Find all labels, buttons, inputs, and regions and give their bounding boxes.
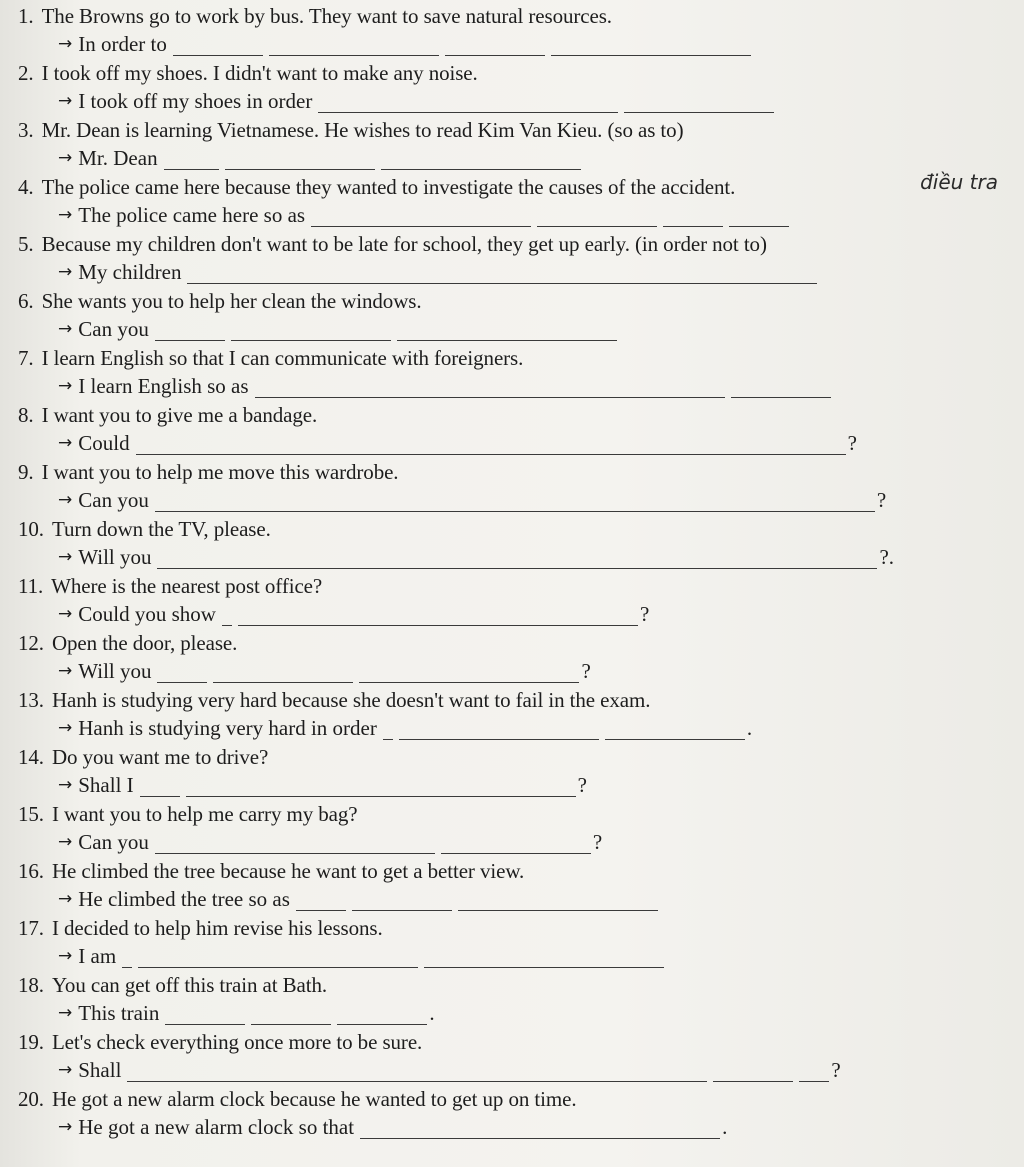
arrow-icon: → [58, 433, 73, 453]
question-number: 8. [18, 403, 34, 427]
handwritten-note: điều tra [920, 170, 998, 194]
arrow-icon: → [58, 490, 73, 510]
answer-line [58, 1001, 435, 1025]
question-text: Turn down the TV, please. [51, 517, 271, 541]
answer-prompt: Hanh is studying very hard in order [78, 716, 377, 740]
answer-blank[interactable] [251, 1004, 331, 1025]
question-sentence [18, 973, 327, 997]
answer-blank[interactable] [352, 890, 452, 911]
end-punctuation: ? [831, 1058, 841, 1082]
arrow-icon: → [58, 319, 73, 339]
answer-blank[interactable] [164, 149, 219, 170]
question-text: Because my children don't want to be late for school, they get up early. (in order not to) [41, 232, 767, 256]
question-sentence [18, 688, 650, 712]
answer-blank[interactable] [551, 35, 751, 56]
answer-line [58, 89, 774, 113]
question-number: 5. [18, 232, 34, 256]
answer-line [58, 545, 894, 569]
question-sentence [18, 346, 523, 370]
answer-blank[interactable] [155, 833, 435, 854]
answer-blank[interactable] [605, 719, 745, 740]
question-text: He climbed the tree because he want to get a better view. [51, 859, 525, 883]
question-text: Open the door, please. [51, 631, 238, 655]
answer-blank[interactable] [173, 35, 263, 56]
answer-prompt: I took off my shoes in order [78, 89, 313, 113]
question-sentence [18, 403, 317, 427]
answer-prompt: Could you show [78, 602, 216, 626]
answer-blank[interactable] [359, 662, 579, 683]
answer-line [58, 1058, 841, 1082]
question-number: 15. [18, 802, 44, 826]
question-number: 3. [18, 118, 34, 142]
question-text: I want you to give me a bandage. [41, 403, 318, 427]
question-sentence [18, 1087, 577, 1111]
answer-blank[interactable] [441, 833, 591, 854]
answer-prompt: I learn English so as [78, 374, 249, 398]
answer-blank[interactable] [296, 890, 346, 911]
question-sentence [18, 802, 358, 826]
answer-blank[interactable] [157, 662, 207, 683]
question-text: The police came here because they wanted to investigate the causes of the accident. [41, 175, 736, 199]
question-text: I learn English so that I can communicate with foreigners. [41, 346, 524, 370]
answer-blank[interactable] [122, 947, 132, 968]
answer-prompt: He climbed the tree so as [78, 887, 290, 911]
answer-blank[interactable] [729, 206, 789, 227]
question-text: I decided to help him revise his lessons. [51, 916, 383, 940]
question-number: 12. [18, 631, 44, 655]
question-sentence [18, 631, 237, 655]
question-text: You can get off this train at Bath. [51, 973, 328, 997]
question-text: She wants you to help her clean the windows. [41, 289, 422, 313]
end-punctuation: ?. [879, 545, 895, 569]
answer-prompt: In order to [78, 32, 167, 56]
question-text: Mr. Dean is learning Vietnamese. He wishes to read Kim Van Kieu. (so as to) [41, 118, 684, 142]
end-punctuation: ? [592, 830, 603, 854]
question-text: The Browns go to work by bus. They want to save natural resources. [41, 4, 612, 28]
question-sentence [18, 574, 322, 598]
answer-prompt: My children [78, 260, 182, 284]
end-punctuation: ? [581, 659, 591, 683]
answer-line [58, 602, 649, 626]
question-text: I want you to help me move this wardrobe. [41, 460, 399, 484]
answer-blank[interactable] [231, 320, 391, 341]
question-sentence [18, 1030, 422, 1054]
arrow-icon: → [58, 1117, 73, 1137]
answer-blank[interactable] [136, 434, 846, 455]
question-number: 16. [18, 859, 44, 883]
question-sentence [18, 916, 383, 940]
answer-prompt: Could [78, 431, 130, 455]
answer-blank[interactable] [138, 947, 418, 968]
arrow-icon: → [58, 376, 73, 396]
answer-blank[interactable] [624, 92, 774, 113]
answer-blank[interactable] [381, 149, 581, 170]
question-sentence [18, 61, 478, 85]
answer-blank[interactable] [424, 947, 664, 968]
question-number: 1. [18, 4, 34, 28]
question-sentence [18, 175, 735, 199]
answer-blank[interactable] [140, 776, 180, 797]
answer-blank[interactable] [157, 548, 877, 569]
arrow-icon: → [58, 34, 73, 54]
answer-line [58, 773, 587, 797]
question-sentence [18, 118, 683, 142]
question-number: 6. [18, 289, 34, 313]
answer-line [58, 887, 658, 911]
question-number: 2. [18, 61, 34, 85]
answer-blank[interactable] [799, 1061, 829, 1082]
question-sentence [18, 232, 767, 256]
question-number: 20. [18, 1087, 44, 1111]
answer-line [58, 203, 789, 227]
answer-blank[interactable] [213, 662, 353, 683]
answer-line [58, 659, 591, 683]
question-sentence [18, 745, 268, 769]
question-number: 13. [18, 688, 44, 712]
answer-prompt: Can you [78, 830, 149, 854]
end-punctuation: . [746, 716, 753, 740]
answer-line [58, 431, 857, 455]
question-number: 11. [18, 574, 44, 598]
question-number: 7. [18, 346, 34, 370]
answer-blank[interactable] [713, 1061, 793, 1082]
answer-blank[interactable] [399, 719, 599, 740]
question-text: Hanh is studying very hard because she doesn't want to fail in the exam. [51, 688, 651, 712]
end-punctuation: ? [847, 431, 857, 455]
answer-blank[interactable] [127, 1061, 707, 1082]
arrow-icon: → [58, 1003, 73, 1023]
answer-line [58, 830, 602, 854]
answer-line [58, 944, 664, 968]
answer-blank[interactable] [165, 1004, 245, 1025]
answer-line [58, 317, 617, 341]
answer-prompt: Shall [78, 1058, 122, 1082]
answer-blank[interactable] [731, 377, 831, 398]
end-punctuation: . [722, 1115, 728, 1139]
arrow-icon: → [58, 148, 73, 168]
answer-line [58, 1115, 727, 1139]
answer-prompt: I am [78, 944, 117, 968]
question-number: 18. [18, 973, 44, 997]
arrow-icon: → [58, 889, 73, 909]
arrow-icon: → [58, 604, 73, 624]
answer-blank[interactable] [311, 206, 531, 227]
question-sentence [18, 289, 422, 313]
answer-blank[interactable] [155, 491, 875, 512]
arrow-icon: → [58, 262, 73, 282]
answer-prompt: He got a new alarm clock so that [78, 1115, 355, 1139]
answer-blank[interactable] [186, 776, 576, 797]
answer-blank[interactable] [663, 206, 723, 227]
question-number: 17. [18, 916, 44, 940]
arrow-icon: → [58, 205, 73, 225]
question-number: 4. [18, 175, 34, 199]
question-text: I took off my shoes. I didn't want to make any noise. [41, 61, 478, 85]
question-text: Do you want me to drive? [51, 745, 269, 769]
arrow-icon: → [58, 1060, 73, 1080]
answer-prompt: Mr. Dean [78, 146, 158, 170]
arrow-icon: → [58, 91, 73, 111]
question-number: 19. [18, 1030, 44, 1054]
question-text: Where is the nearest post office? [51, 574, 323, 598]
answer-line [58, 32, 751, 56]
question-number: 14. [18, 745, 44, 769]
answer-prompt: Will you [78, 659, 152, 683]
answer-blank[interactable] [222, 605, 232, 626]
arrow-icon: → [58, 661, 73, 681]
answer-blank[interactable] [383, 719, 393, 740]
answer-prompt: The police came here so as [78, 203, 306, 227]
arrow-icon: → [58, 832, 73, 852]
answer-line [58, 374, 831, 398]
answer-blank[interactable] [255, 377, 725, 398]
arrow-icon: → [58, 775, 73, 795]
answer-blank[interactable] [187, 263, 817, 284]
end-punctuation: ? [639, 602, 650, 626]
answer-prompt: Will you [78, 545, 152, 569]
answer-blank[interactable] [360, 1118, 720, 1139]
answer-prompt: Can you [78, 317, 149, 341]
answer-blank[interactable] [269, 35, 439, 56]
answer-blank[interactable] [225, 149, 375, 170]
question-text: I want you to help me carry my bag? [51, 802, 358, 826]
answer-blank[interactable] [397, 320, 617, 341]
answer-prompt: Shall I [78, 773, 134, 797]
end-punctuation: ? [577, 773, 587, 797]
answer-blank[interactable] [537, 206, 657, 227]
answer-blank[interactable] [318, 92, 618, 113]
question-number: 9. [18, 460, 34, 484]
arrow-icon: → [58, 547, 73, 567]
answer-blank[interactable] [337, 1004, 427, 1025]
answer-prompt: Can you [78, 488, 149, 512]
question-number: 10. [18, 517, 44, 541]
answer-blank[interactable] [445, 35, 545, 56]
end-punctuation: . [429, 1001, 435, 1025]
answer-blank[interactable] [238, 605, 638, 626]
answer-prompt: This train [78, 1001, 160, 1025]
arrow-icon: → [58, 946, 73, 966]
question-text: He got a new alarm clock because he wanted to get up on time. [51, 1087, 577, 1111]
answer-blank[interactable] [155, 320, 225, 341]
end-punctuation: ? [876, 488, 887, 512]
question-sentence [18, 460, 398, 484]
answer-line [58, 146, 581, 170]
answer-line [58, 716, 752, 740]
question-text: Let's check everything once more to be sure. [51, 1030, 423, 1054]
answer-line [58, 260, 817, 284]
question-sentence [18, 4, 612, 28]
question-sentence [18, 859, 524, 883]
arrow-icon: → [58, 718, 73, 738]
question-sentence [18, 517, 271, 541]
answer-line [58, 488, 886, 512]
answer-blank[interactable] [458, 890, 658, 911]
